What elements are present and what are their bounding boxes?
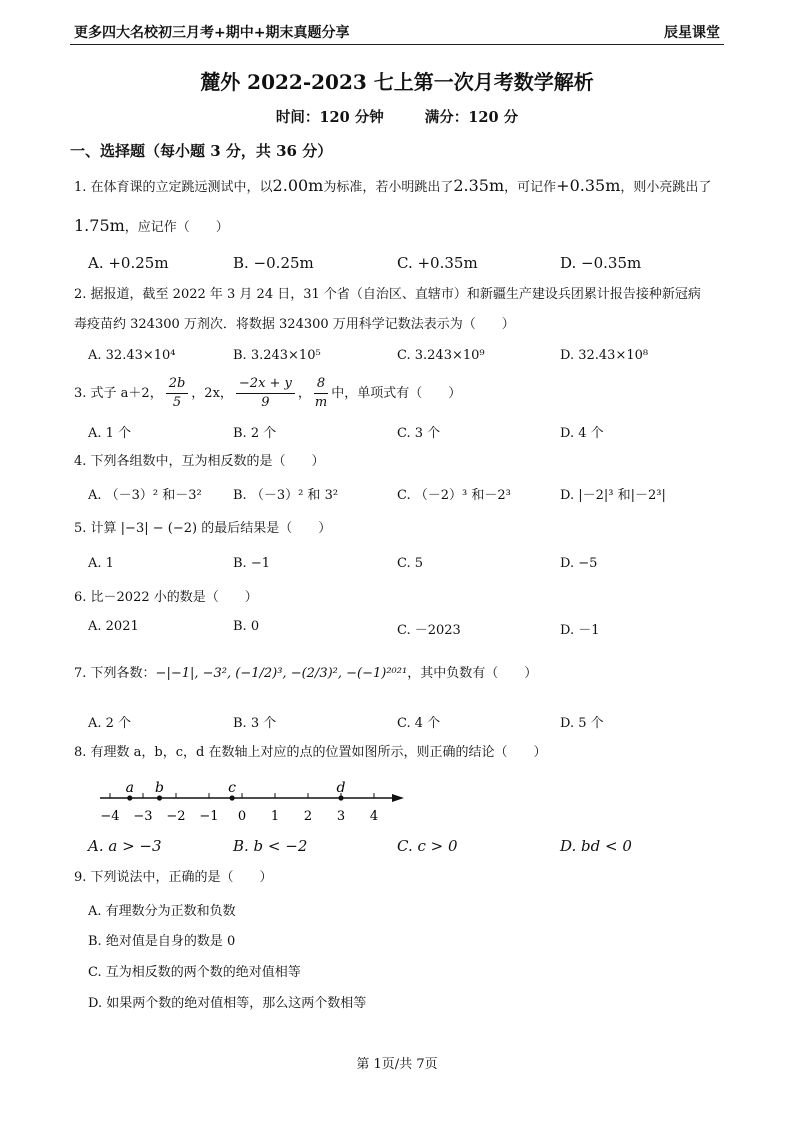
exam-subtitle bbox=[0, 106, 794, 127]
numerator: −2x + y bbox=[236, 375, 295, 394]
q1-text: ，可记作 bbox=[504, 180, 557, 195]
point-label-d: d bbox=[336, 780, 346, 796]
tick-label: 2 bbox=[303, 809, 313, 824]
tick-label: −4 bbox=[100, 809, 120, 824]
point-label-c: c bbox=[228, 780, 237, 796]
q3-text: ，2x， bbox=[191, 386, 233, 401]
q1-value: 2.35m bbox=[453, 176, 505, 195]
fraction bbox=[166, 375, 189, 412]
option-a[interactable]: A. 2021 bbox=[88, 619, 139, 634]
denominator: 5 bbox=[172, 395, 182, 410]
q3-text: 中，单项式有（ ） bbox=[331, 386, 462, 401]
point-c bbox=[230, 795, 235, 800]
option-c[interactable]: C. 3.243×10⁹ bbox=[397, 348, 485, 363]
denominator: m bbox=[314, 395, 328, 410]
section-title: 一、选择题（每小题 3 分，共 36 分） bbox=[70, 142, 333, 160]
q1-value: 2.00m bbox=[272, 176, 324, 195]
point-label-a: a bbox=[125, 780, 134, 796]
question-2-line2: 毒疫苗约 324300 万剂次．将数据 324300 万用科学记数法表示为（ ） bbox=[74, 317, 515, 332]
q1-text: 为标准，若小明跳出了 bbox=[323, 180, 454, 195]
question-9: 9. 下列说法中，正确的是（ ） bbox=[74, 870, 273, 885]
option-a[interactable]: A. 2 个 bbox=[88, 716, 132, 731]
q3-text: ， bbox=[297, 386, 311, 401]
option-a[interactable]: A. +0.25m bbox=[88, 254, 169, 272]
question-4: 4. 下列各组数中，互为相反数的是（ ） bbox=[74, 454, 325, 469]
question-3 bbox=[74, 374, 734, 414]
option-b[interactable]: B. −1 bbox=[233, 556, 270, 571]
fraction bbox=[314, 375, 328, 412]
question-1 bbox=[74, 176, 734, 198]
tick-label: 3 bbox=[336, 809, 346, 824]
option-b[interactable]: B. 3.243×10⁵ bbox=[233, 348, 321, 363]
option-d[interactable]: D. bd < 0 bbox=[560, 837, 632, 855]
question-7 bbox=[74, 664, 734, 684]
question-8: 8. 有理数 a，b，c，d 在数轴上对应的点的位置如图所示，则正确的结论（ ） bbox=[74, 745, 547, 760]
page-footer: 第 1页/共 7页 bbox=[356, 1057, 438, 1072]
q7-options bbox=[88, 712, 754, 732]
q7-expression: −|−1|, −3², (−1/2)³, −(2/3)², −(−1)²⁰²¹ bbox=[155, 666, 408, 681]
number-line-diagram bbox=[96, 776, 416, 828]
option-d[interactable]: D. −5 bbox=[560, 556, 598, 571]
option-a[interactable]: A. 有理数分为正数和负数 bbox=[88, 904, 236, 919]
tick-label: 1 bbox=[270, 809, 280, 824]
numerator: 2b bbox=[166, 375, 189, 394]
question-5: 5. 计算 |−3| − (−2) 的最后结果是（ ） bbox=[74, 521, 332, 536]
q8-options bbox=[88, 837, 754, 857]
full-score: 满分：120 分 bbox=[424, 109, 519, 126]
tick-label: −1 bbox=[199, 809, 219, 824]
option-c[interactable]: C. 互为相反数的两个数的绝对值相等 bbox=[88, 965, 301, 980]
q1-text: ，应记作（ ） bbox=[124, 220, 229, 235]
option-b[interactable]: B. 绝对值是自身的数是 0 bbox=[88, 934, 236, 949]
option-b[interactable]: B. b < −2 bbox=[233, 837, 308, 855]
page-header bbox=[70, 20, 724, 45]
option-c[interactable]: C. +0.35m bbox=[397, 254, 478, 272]
denominator: 9 bbox=[261, 395, 270, 410]
q6-options bbox=[88, 619, 754, 639]
tick-label: 0 bbox=[237, 809, 247, 824]
option-c[interactable]: C. （－2）³ 和－2³ bbox=[397, 488, 511, 503]
option-d[interactable]: D. －1 bbox=[560, 623, 600, 638]
q1-options bbox=[88, 254, 754, 274]
q4-options bbox=[88, 484, 754, 504]
numerator: 8 bbox=[314, 375, 328, 394]
q3-options bbox=[88, 422, 754, 442]
option-d[interactable]: D. 32.43×10⁸ bbox=[560, 348, 649, 363]
fraction bbox=[236, 375, 295, 412]
q5-options bbox=[88, 556, 754, 576]
option-b[interactable]: B. −0.25m bbox=[233, 254, 314, 272]
option-c[interactable]: C. －2023 bbox=[397, 623, 461, 638]
exam-title: 麓外 2022-2023 七上第一次月考数学解析 bbox=[200, 70, 594, 94]
q1-text: 1. 在体育课的立定跳远测试中，以 bbox=[74, 180, 273, 195]
option-c[interactable]: C. c > 0 bbox=[397, 837, 458, 855]
option-b[interactable]: B. 2 个 bbox=[233, 426, 277, 441]
header-right-text: 辰星课堂 bbox=[664, 25, 720, 41]
q2-options bbox=[88, 348, 754, 368]
option-d[interactable]: D. 如果两个数的绝对值相等，那么这两个数相等 bbox=[88, 996, 367, 1011]
axis-arrow bbox=[392, 794, 404, 802]
option-c[interactable]: C. 3 个 bbox=[397, 426, 441, 441]
q7-text: ，其中负数有（ ） bbox=[407, 666, 538, 681]
option-a[interactable]: A. 1 bbox=[88, 556, 114, 571]
option-d[interactable]: D. 4 个 bbox=[560, 426, 604, 441]
question-2: 2. 据报道，截至 2022 年 3 月 24 日，31 个省（自治区、直辖市）和新疆生产建设兵团累计报告接种新冠病 bbox=[74, 287, 701, 302]
point-a bbox=[127, 795, 132, 800]
option-c[interactable]: C. 4 个 bbox=[397, 716, 441, 731]
option-d[interactable]: D. −0.35m bbox=[560, 254, 642, 272]
option-b[interactable]: B. （－3）² 和 3² bbox=[233, 488, 339, 503]
point-d bbox=[338, 795, 343, 800]
q1-value: +0.35m bbox=[556, 176, 621, 195]
q1-value: 1.75m bbox=[74, 216, 125, 235]
tick-label: −2 bbox=[166, 809, 186, 824]
option-b[interactable]: B. 3 个 bbox=[233, 716, 277, 731]
question-6: 6. 比－2022 小的数是（ ） bbox=[74, 590, 258, 605]
header-left-text: 更多四大名校初三月考+期中+期末真题分享 bbox=[74, 25, 350, 41]
option-a[interactable]: A. a > −3 bbox=[88, 837, 162, 855]
q7-text: 7. 下列各数： bbox=[74, 666, 156, 681]
time-limit: 时间：120 分钟 bbox=[275, 109, 384, 126]
question-1-line2 bbox=[74, 216, 734, 238]
tick-label: −3 bbox=[133, 809, 153, 824]
option-d[interactable]: D. 5 个 bbox=[560, 716, 604, 731]
point-b bbox=[157, 795, 162, 800]
option-a[interactable]: A. 32.43×10⁴ bbox=[88, 348, 176, 363]
tick-label: 4 bbox=[369, 809, 379, 824]
option-c[interactable]: C. 5 bbox=[397, 556, 424, 571]
option-d[interactable]: D. |－2|³ 和|－2³| bbox=[560, 488, 666, 503]
option-b[interactable]: B. 0 bbox=[233, 619, 260, 634]
option-a[interactable]: A. （－3）² 和－3² bbox=[88, 488, 202, 503]
q1-text: ，则小亮跳出了 bbox=[620, 180, 712, 195]
option-a[interactable]: A. 1 个 bbox=[88, 426, 132, 441]
point-label-b: b bbox=[155, 780, 164, 796]
q3-text: 3. 式子 a＋2， bbox=[74, 386, 163, 401]
